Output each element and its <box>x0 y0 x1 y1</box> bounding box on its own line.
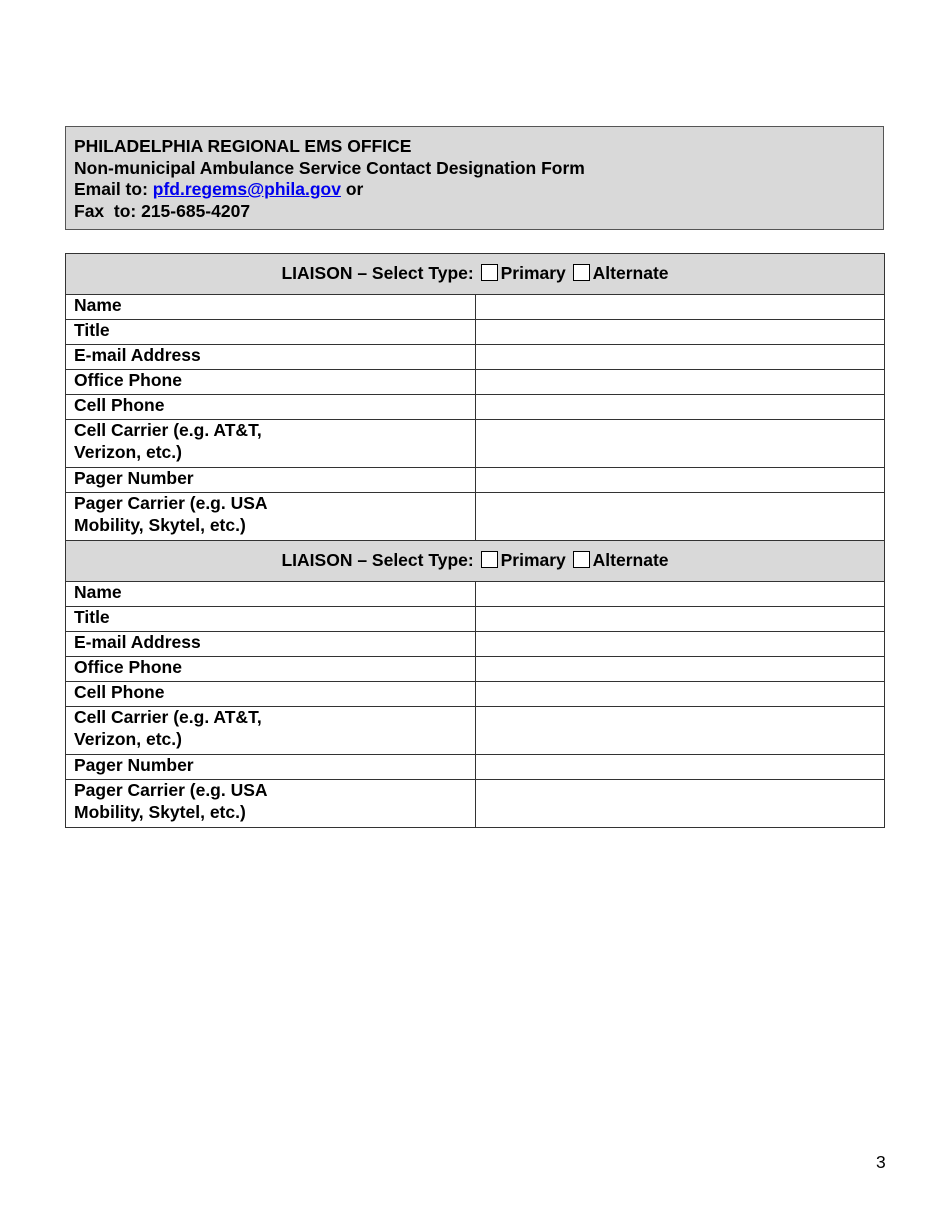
field-value-cell <box>475 780 885 828</box>
email-line <box>74 179 883 201</box>
field-value-cell <box>475 320 885 345</box>
field-label-line1: Cell Carrier (e.g. AT&T, <box>74 707 262 727</box>
field-row-pager-number <box>66 468 885 493</box>
field-label <box>66 707 476 755</box>
field-label: Office Phone <box>66 657 476 682</box>
field-label-line1: Pager Carrier (e.g. USA <box>74 780 268 800</box>
field-row-office-phone <box>66 657 885 682</box>
form-title: Non-municipal Ambulance Service Contact Designation Form <box>74 157 585 178</box>
field-label <box>66 493 476 541</box>
title-field[interactable] <box>476 607 885 631</box>
field-label: E-mail Address <box>66 345 476 370</box>
field-label: Office Phone <box>66 370 476 395</box>
field-value-cell <box>475 468 885 493</box>
field-value-cell <box>475 345 885 370</box>
field-label-line1: Cell Carrier (e.g. AT&T, <box>74 420 262 440</box>
field-label: Pager Number <box>66 755 476 780</box>
fax-line: Fax to: 215-685-4207 <box>74 200 251 221</box>
field-label <box>66 420 476 468</box>
cell-phone-field[interactable] <box>476 395 885 419</box>
cell-carrier-field[interactable] <box>476 420 885 467</box>
name-field[interactable] <box>476 582 885 606</box>
email-address-field[interactable] <box>476 632 885 656</box>
field-label: Title <box>66 607 476 632</box>
liaison-form-table <box>65 253 885 828</box>
field-row-name <box>66 582 885 607</box>
alternate-label: Alternate <box>592 263 669 284</box>
liaison-section-header <box>66 541 885 582</box>
field-value-cell <box>475 370 885 395</box>
alternate-checkbox[interactable] <box>573 264 590 281</box>
pager-number-field[interactable] <box>476 468 885 492</box>
primary-label: Primary <box>500 263 566 284</box>
primary-checkbox[interactable] <box>481 264 498 281</box>
liaison-select-type <box>66 541 885 582</box>
field-value-cell <box>475 493 885 541</box>
field-label-line2: Mobility, Skytel, etc.) <box>74 801 246 822</box>
field-label: Name <box>66 582 476 607</box>
field-label-line1: Pager Carrier (e.g. USA <box>74 493 268 513</box>
email-address-field[interactable] <box>476 345 885 369</box>
office-phone-field[interactable] <box>476 370 885 394</box>
field-label-line2: Verizon, etc.) <box>74 728 182 749</box>
field-row-email <box>66 345 885 370</box>
field-label: Cell Phone <box>66 395 476 420</box>
field-row-title <box>66 320 885 345</box>
liaison-heading: LIAISON – Select Type: <box>281 550 474 571</box>
field-label <box>66 780 476 828</box>
email-prefix: Email to: <box>74 179 153 199</box>
page-number: 3 <box>876 1152 886 1172</box>
field-row-email <box>66 632 885 657</box>
field-row-cell-phone <box>66 395 885 420</box>
cell-carrier-field[interactable] <box>476 707 885 754</box>
field-row-pager-carrier <box>66 780 885 828</box>
field-row-cell-phone <box>66 682 885 707</box>
field-row-cell-carrier <box>66 707 885 755</box>
field-value-cell <box>475 632 885 657</box>
field-row-pager-number <box>66 755 885 780</box>
field-label-line2: Verizon, etc.) <box>74 441 182 462</box>
field-row-office-phone <box>66 370 885 395</box>
office-name: PHILADELPHIA REGIONAL EMS OFFICE <box>74 136 412 156</box>
pager-carrier-field[interactable] <box>476 780 885 827</box>
email-link[interactable]: pfd.regems@phila.gov <box>152 179 341 199</box>
field-value-cell <box>475 682 885 707</box>
pager-number-field[interactable] <box>476 755 885 779</box>
field-label: Pager Number <box>66 468 476 493</box>
liaison-select-type <box>66 254 885 295</box>
title-field[interactable] <box>476 320 885 344</box>
field-row-name <box>66 295 885 320</box>
field-label: Cell Phone <box>66 682 476 707</box>
field-label-line2: Mobility, Skytel, etc.) <box>74 514 246 535</box>
field-value-cell <box>475 657 885 682</box>
field-value-cell <box>475 707 885 755</box>
pager-carrier-field[interactable] <box>476 493 885 540</box>
alternate-label: Alternate <box>592 550 669 571</box>
field-row-cell-carrier <box>66 420 885 468</box>
field-value-cell <box>475 395 885 420</box>
field-value-cell <box>475 582 885 607</box>
field-value-cell <box>475 420 885 468</box>
email-suffix: or <box>340 179 364 199</box>
field-label: Title <box>66 320 476 345</box>
field-row-pager-carrier <box>66 493 885 541</box>
field-label: Name <box>66 295 476 320</box>
field-value-cell <box>475 607 885 632</box>
primary-checkbox[interactable] <box>481 551 498 568</box>
field-row-title <box>66 607 885 632</box>
field-label: E-mail Address <box>66 632 476 657</box>
form-header <box>65 126 884 230</box>
name-field[interactable] <box>476 295 885 319</box>
liaison-heading: LIAISON – Select Type: <box>281 263 474 284</box>
liaison-section-header <box>66 254 885 295</box>
alternate-checkbox[interactable] <box>573 551 590 568</box>
field-value-cell <box>475 755 885 780</box>
field-value-cell <box>475 295 885 320</box>
cell-phone-field[interactable] <box>476 682 885 706</box>
primary-label: Primary <box>500 550 566 571</box>
office-phone-field[interactable] <box>476 657 885 681</box>
